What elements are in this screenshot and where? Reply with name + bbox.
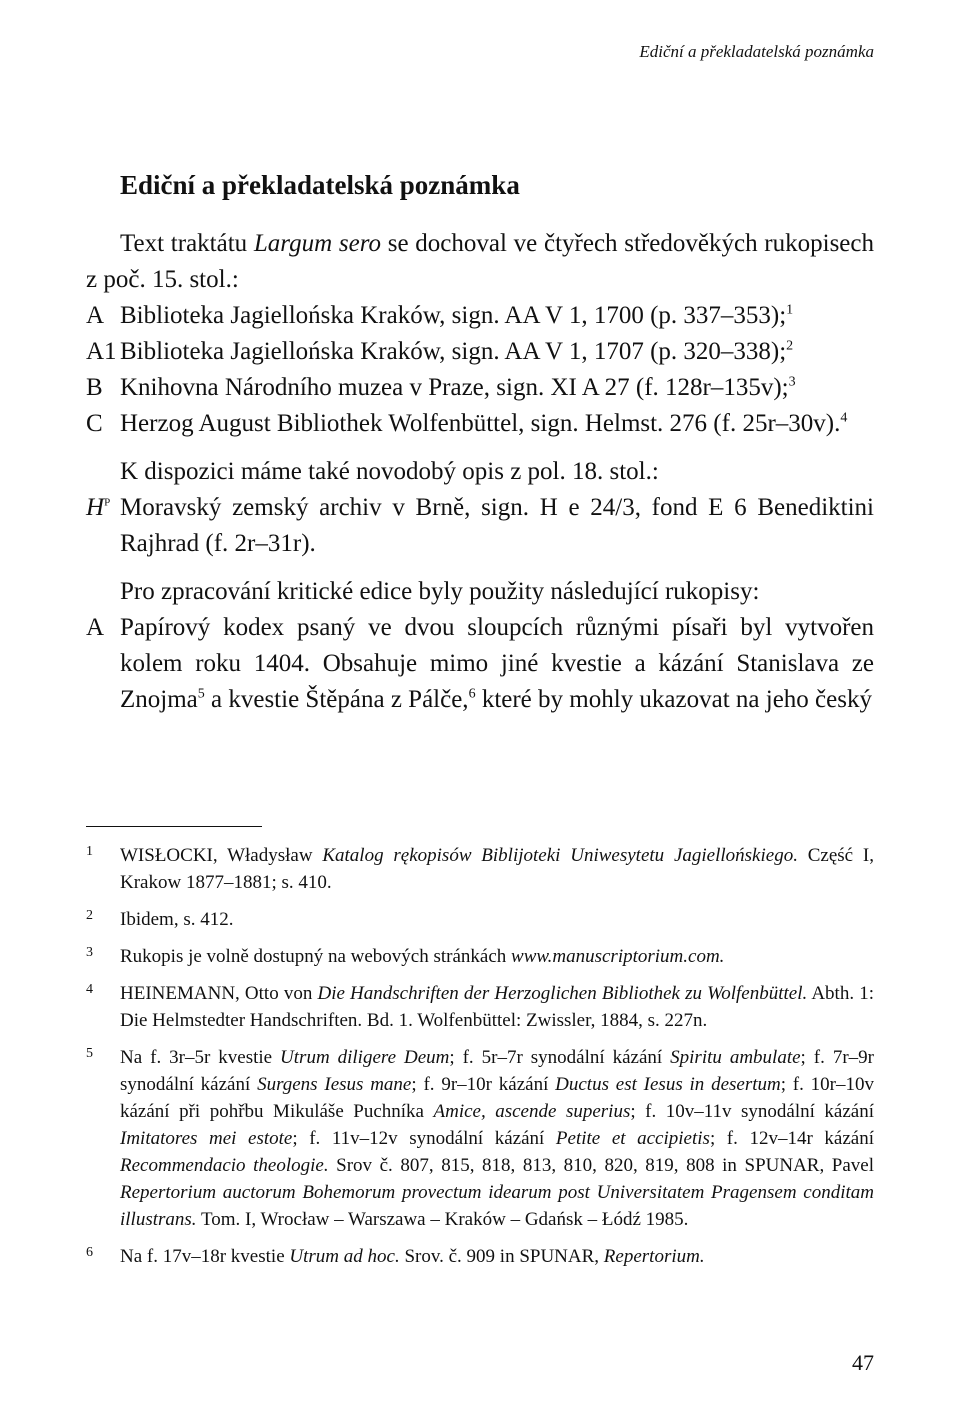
footnote-text: Ibidem, s. 412. [120, 909, 234, 930]
footnote-part: Srov. č. 909 in SPUNAR, [399, 1246, 604, 1267]
footnote-part: HEINEMANN, Otto von [120, 983, 318, 1004]
manuscript-siglum [86, 490, 120, 562]
footnote-text [120, 1044, 874, 1233]
footnote-italic: Recommendacio theologie. [120, 1155, 329, 1176]
page-number: 47 [852, 1350, 874, 1375]
footnote-part: ; f. 12v–14r kázání [709, 1128, 874, 1149]
footnote [86, 1243, 874, 1270]
footnote-text [120, 842, 874, 896]
footnote-italic: Repertorium. [603, 1246, 705, 1267]
manuscript-siglum: A1 [86, 338, 117, 365]
footnote [86, 1044, 874, 1233]
footnote-italic: www.manuscriptorium.com. [511, 946, 725, 967]
footnote-italic: Spiritu ambulate [670, 1047, 801, 1068]
footnote-part: Rukopis je volně dostupný na webových stránkách [120, 946, 512, 967]
footnote-italic: Die Handschriften der Herzoglichen Bibliothek zu Wolfenbüttel. [317, 983, 808, 1004]
manuscript-siglum: A [86, 302, 105, 329]
footnote [86, 980, 874, 1034]
footnote-ref: 3 [788, 374, 796, 390]
footnote-number: 1 [86, 844, 93, 859]
footnotes [86, 842, 874, 1280]
footnote [86, 842, 874, 896]
intro-text-end: se dochoval ve čtyřech středověkých rukopisech z poč. 15. stol.: [86, 230, 874, 293]
modern-copy-intro: K dispozici máme také novodobý opis z pol. 18. stol.: [120, 458, 659, 485]
footnote-ref: 5 [197, 686, 205, 702]
footnote-part: Srov č. 807, 815, 818, 813, 810, 820, 819, 808 in SPUNAR, Pavel [328, 1155, 875, 1176]
main-text [86, 226, 874, 718]
siglum-letter: H [86, 494, 105, 521]
footnote-number: 6 [86, 1245, 93, 1260]
footnote-separator [86, 826, 262, 827]
used-manuscripts-intro: Pro zpracování kritické edice byly použity následující rukopisy: [120, 578, 760, 605]
footnote-ref: 4 [840, 410, 848, 426]
footnote-italic: Surgens Iesus mane [257, 1074, 412, 1095]
treatise-title: Largum sero [253, 230, 382, 257]
manuscript-entry [86, 370, 874, 406]
manuscript-entry [86, 406, 874, 442]
manuscript-entry [86, 298, 874, 334]
footnote-part: ; f. 7r–9r synodální kázání [120, 1047, 874, 1095]
footnote [86, 906, 874, 933]
footnote-part: Część I, Krakow 1877–1881; s. 410. [120, 845, 874, 893]
footnote-part: ; f. 5r–7r synodální kázání [449, 1047, 671, 1068]
intro-paragraph [86, 226, 874, 298]
footnote-italic: Repertorium auctorum Bohemorum provectum idearum post Universitatem Pragensem conditam illustrans. [120, 1182, 874, 1230]
manuscript-entry [86, 334, 874, 370]
footnote-number: 5 [86, 1046, 93, 1061]
footnote-part: Na f. 3r–5r kvestie [120, 1047, 281, 1068]
manuscript-text: Biblioteka Jagiellońska Kraków, sign. AA V 1, 1707 (p. 320–338); [120, 338, 787, 365]
footnote-part: Abth. 1: Die Helmstedter Handschriften. Bd. 1. Wolfenbüttel: Zwissler, 1884, s. 227n. [120, 983, 874, 1031]
manuscript-text: Herzog August Bibliothek Wolfenbüttel, sign. Helmst. 276 (f. 25r–30v). [120, 410, 841, 437]
footnote-number: 4 [86, 982, 93, 997]
manuscript-description [120, 370, 874, 406]
siglum-superscript: P [104, 496, 111, 509]
footnote-part: WISŁOCKI, Władysław [120, 845, 323, 866]
manuscript-siglum: B [86, 374, 103, 401]
intro-text: Text traktátu [120, 230, 254, 257]
footnote-part: ; f. 9r–10r kázání [411, 1074, 556, 1095]
footnote-text [120, 1243, 874, 1270]
section-title: Ediční a překladatelská poznámka [120, 170, 520, 200]
footnote-part: ; f. 10r–10v kázání při pohřbu Mikuláše Puchníka [120, 1074, 875, 1122]
description-text: Papírový kodex psaný ve dvou sloupcích různými písaři byl vytvořen kolem roku 1404. Obsahuje mimo jiné kvestie a kázání Stanislava ze Znojma [120, 614, 874, 713]
manuscript-description [120, 334, 874, 370]
manuscript-siglum: C [86, 410, 103, 437]
manuscript-text: Biblioteka Jagiellońska Kraków, sign. AA V 1, 1700 (p. 337–353); [120, 302, 787, 329]
footnote-italic: Katalog rękopisów Biblijoteki Uniwesytetu Jagiellońskiego. [322, 845, 798, 866]
footnote-italic: Imitatores mei estote [120, 1128, 293, 1149]
footnote-italic: Amice, ascende superius [433, 1101, 631, 1122]
footnote-italic: Utrum ad hoc. [289, 1246, 400, 1267]
footnote-italic: Utrum diligere Deum [280, 1047, 450, 1068]
manuscript-description: Moravský zemský archiv v Brně, sign. H e 24/3, fond E 6 Benediktini Rajhrad (f. 2r–31r). [120, 494, 874, 557]
manuscript-description [120, 298, 874, 334]
footnote-ref: 2 [786, 338, 794, 354]
footnote-text [120, 980, 874, 1034]
footnote-italic: Petite et accipietis [555, 1128, 710, 1149]
footnote-number: 3 [86, 945, 93, 960]
footnote-number: 2 [86, 908, 93, 923]
footnote-ref: 1 [786, 302, 794, 318]
description-text: a kvestie Štěpána z Pálče, [204, 686, 469, 713]
manuscript-description-A [86, 610, 874, 718]
manuscript-description [120, 406, 874, 442]
manuscript-text: Knihovna Národního muzea v Praze, sign. XI A 27 (f. 128r–135v); [120, 374, 789, 401]
footnote-text [120, 943, 874, 970]
footnote-part: Tom. I, Wrocław – Warszawa – Kraków – Gdańsk – Łódź 1985. [196, 1209, 689, 1230]
manuscript-description [120, 610, 874, 718]
manuscript-siglum: A [86, 614, 105, 641]
footnote-part: Na f. 17v–18r kvestie [120, 1246, 290, 1267]
footnote-part: ; f. 11v–12v synodální kázání [292, 1128, 556, 1149]
manuscript-entry-modern [86, 490, 874, 562]
footnote-ref: 6 [468, 686, 476, 702]
footnote-italic: Ductus est Iesus in desertum [555, 1074, 781, 1095]
footnote [86, 943, 874, 970]
description-text: které by mohly ukazovat na jeho český [475, 686, 872, 713]
footnote-part: ; f. 10v–11v synodální kázání [630, 1101, 875, 1122]
running-head: Ediční a překladatelská poznámka [639, 42, 874, 61]
